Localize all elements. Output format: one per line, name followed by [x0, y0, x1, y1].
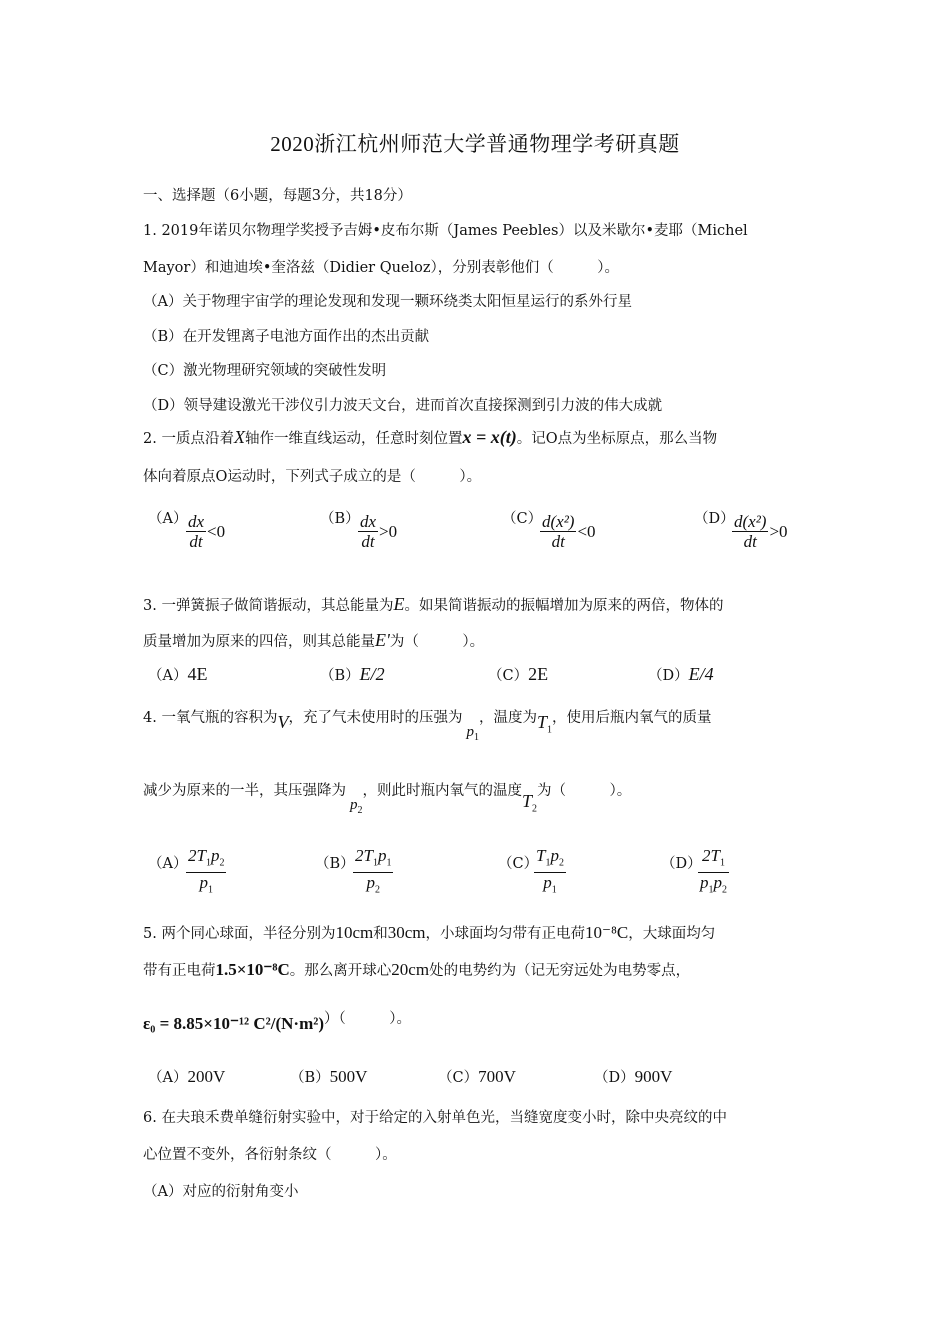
option-label: （B）	[320, 668, 360, 684]
q2-axis-symbol: X	[233, 427, 245, 447]
q2-position-formula: x = x(t)	[462, 427, 517, 447]
q1-option-c: （C）激光物理研究领域的突破性发明	[143, 363, 387, 379]
q3-option-a	[148, 664, 207, 685]
q1-line1: 1. 2019年诺贝尔物理学奖授予吉姆•皮布尔斯（James Peebles）以及米歇尔•麦耶（Michel	[143, 223, 748, 239]
option-value: 500V	[329, 1067, 368, 1086]
option-value: E/2	[359, 664, 385, 684]
q4-p1-symbol: $p_1$	[466, 724, 479, 743]
option-label: （A）	[148, 1070, 188, 1086]
q5-line2	[143, 959, 690, 980]
q5-charge-1: 10⁻⁸C	[585, 923, 629, 942]
q5-option-b	[290, 1066, 367, 1087]
q1-option-b: （B）在开发锂离子电池方面作出的杰出贡献	[143, 329, 430, 345]
option-value: 700V	[478, 1067, 516, 1086]
q4-label-d: （D）	[661, 856, 702, 872]
q5-distance: 20cm	[391, 960, 430, 979]
q4-text-5: 减少为原来的一半，其压强降为	[143, 783, 346, 799]
q4-text-4: ，使用后瓶内氧气的质量	[551, 710, 712, 726]
frac-denominator: dt	[743, 532, 757, 551]
q4-label-a: （A）	[148, 856, 188, 872]
q5-charge-2: 1.5×10⁻⁸C	[215, 960, 290, 979]
option-value: E/4	[688, 664, 714, 684]
option-label: （B）	[290, 1070, 330, 1086]
q1-option-a: （A）关于物理宇宙学的理论发现和发现一颗环绕类太阳恒星运行的系外行星	[143, 294, 632, 310]
frac-numerator: d(x²)	[542, 512, 575, 531]
q4-option-d-formula: $2T_1$ $p_1p_2$	[700, 846, 727, 896]
q4-p2-symbol: $p_2$	[350, 797, 363, 816]
q2-label-d: （D）	[694, 511, 735, 527]
q4-line1	[143, 706, 711, 742]
q5-epsilon-formula: ε₀ = 8.85×10⁻¹² C²/(N·m²)	[143, 1014, 325, 1033]
q2-option-b-formula	[358, 512, 397, 552]
inequality: <0	[577, 522, 596, 541]
option-label: （D）	[594, 1070, 635, 1086]
q4-text-6: ，则此时瓶内氧气的温度	[362, 783, 522, 799]
section-heading: 一、选择题（6小题，每题3分，共18分）	[143, 188, 412, 204]
q2-label-c: （C）	[502, 511, 543, 527]
q3-option-c	[488, 664, 548, 685]
q1-option-d: （D）领导建设激光干涉仪引力波天文台，进而首次直接探测到引力波的伟大成就	[143, 398, 663, 414]
q4-option-c-formula: $T_1p_2$ $p_1$	[536, 846, 564, 896]
option-value: 4E	[187, 664, 208, 684]
frac-denominator: dt	[361, 532, 375, 551]
q3-option-b	[320, 664, 385, 685]
q4-label-b: （B）	[315, 856, 355, 872]
symbol-base: T	[536, 712, 547, 732]
q5-line1	[143, 922, 715, 943]
option-value: 200V	[187, 1067, 226, 1086]
option-value: 900V	[634, 1067, 673, 1086]
q4-text-1: 4. 一氧气瓶的容积为	[143, 710, 278, 726]
q5-text-2: ，小球面均匀带有正电荷	[425, 926, 586, 942]
q5-text-6: 处的电势约为（记无穷远处为电势零点，	[429, 963, 691, 979]
q1-line2: Mayor）和迪迪埃•奎洛兹（Didier Queloz），分别表彰他们（ ）。	[143, 260, 620, 276]
frac-numerator: d(x²)	[734, 512, 767, 531]
inequality: >0	[379, 522, 398, 541]
q4-option-b-formula: $2T_1p_1$ $p_2$	[355, 846, 392, 896]
q2-text-2: 轴作一维直线运动，任意时刻位置	[244, 431, 463, 447]
q3-text-2: 。如果简谐振动的振幅增加为原来的两倍，物体的	[404, 598, 724, 614]
q3-energy-symbol: E	[393, 594, 405, 614]
inequality: <0	[207, 522, 226, 541]
q2-text-3: 。记O点为坐标原点，那么当物	[516, 431, 718, 447]
q5-option-d	[594, 1066, 672, 1087]
frac-numerator: dx	[360, 512, 377, 531]
inequality: >0	[769, 522, 788, 541]
option-label: （D）	[648, 668, 689, 684]
frac-denominator: dt	[551, 532, 565, 551]
frac-numerator: dx	[188, 512, 205, 531]
q3-line1	[143, 594, 723, 615]
q4-t2-symbol: $T_2$	[522, 791, 538, 815]
q2-line1	[143, 427, 717, 448]
option-value: 2E	[528, 664, 549, 684]
q6-line1: 6. 在夫琅禾费单缝衍射实验中，对于给定的入射单色光，当缝宽度变小时，除中央亮纹的中	[143, 1110, 727, 1126]
frac-denominator: dt	[189, 532, 203, 551]
q4-line2	[143, 779, 631, 815]
q2-label-b: （B）	[320, 511, 360, 527]
q4-label-c: （C）	[498, 856, 539, 872]
q3-text-1: 3. 一弹簧振子做简谐振动，其总能量为	[143, 598, 394, 614]
q5-line3	[143, 1013, 411, 1034]
q3-energy-prime-symbol: E'	[375, 630, 390, 650]
q5-text-4: 带有正电荷	[143, 963, 216, 979]
q6-option-a: （A）对应的衍射角变小	[143, 1184, 299, 1200]
q2-label-a: （A）	[148, 511, 188, 527]
q6-line2: 心位置不变外，各衍射条纹（ ）。	[143, 1147, 397, 1163]
q5-radius-1: 10cm	[335, 923, 374, 942]
q5-text-and: 和	[373, 926, 388, 942]
q3-option-d	[648, 664, 714, 685]
q3-text-3: 质量增加为原来的四倍，则其总能量	[143, 634, 375, 650]
q5-text-3: ，大球面均匀	[628, 926, 716, 942]
q4-text-7: 为（ ）。	[537, 783, 632, 799]
option-label: （A）	[148, 668, 188, 684]
q5-option-c	[438, 1066, 516, 1087]
q4-text-2: ，充了气未使用时的压强为	[288, 710, 463, 726]
q5-text-1: 5. 两个同心球面，半径分别为	[143, 926, 336, 942]
symbol-base: p	[466, 724, 474, 740]
option-label: （C）	[488, 668, 529, 684]
q2-option-a-formula	[186, 512, 225, 552]
q2-option-d-formula	[732, 512, 788, 552]
q5-radius-2: 30cm	[387, 923, 426, 942]
q3-text-4: 为（ ）。	[389, 634, 485, 650]
page-title: 2020浙江杭州师范大学普通物理学考研真题	[270, 132, 680, 156]
q3-line2	[143, 630, 484, 651]
q2-option-c-formula	[540, 512, 596, 552]
q4-volume-symbol: V	[277, 712, 289, 732]
q4-t1-symbol: $T_1$	[536, 712, 552, 736]
q4-option-a-formula: $2T_1p_2$ $p_1$	[188, 846, 225, 896]
q4-text-3: ，温度为	[478, 710, 537, 726]
option-label: （C）	[438, 1070, 479, 1086]
q5-text-7: ）（ ）。	[324, 1011, 412, 1027]
q2-line2: 体向着原点O运动时，下列式子成立的是（ ）。	[143, 469, 482, 485]
q5-text-5: 。那么离开球心	[289, 963, 392, 979]
q5-option-a	[148, 1066, 225, 1087]
q2-text-1: 2. 一质点沿着	[143, 431, 234, 447]
